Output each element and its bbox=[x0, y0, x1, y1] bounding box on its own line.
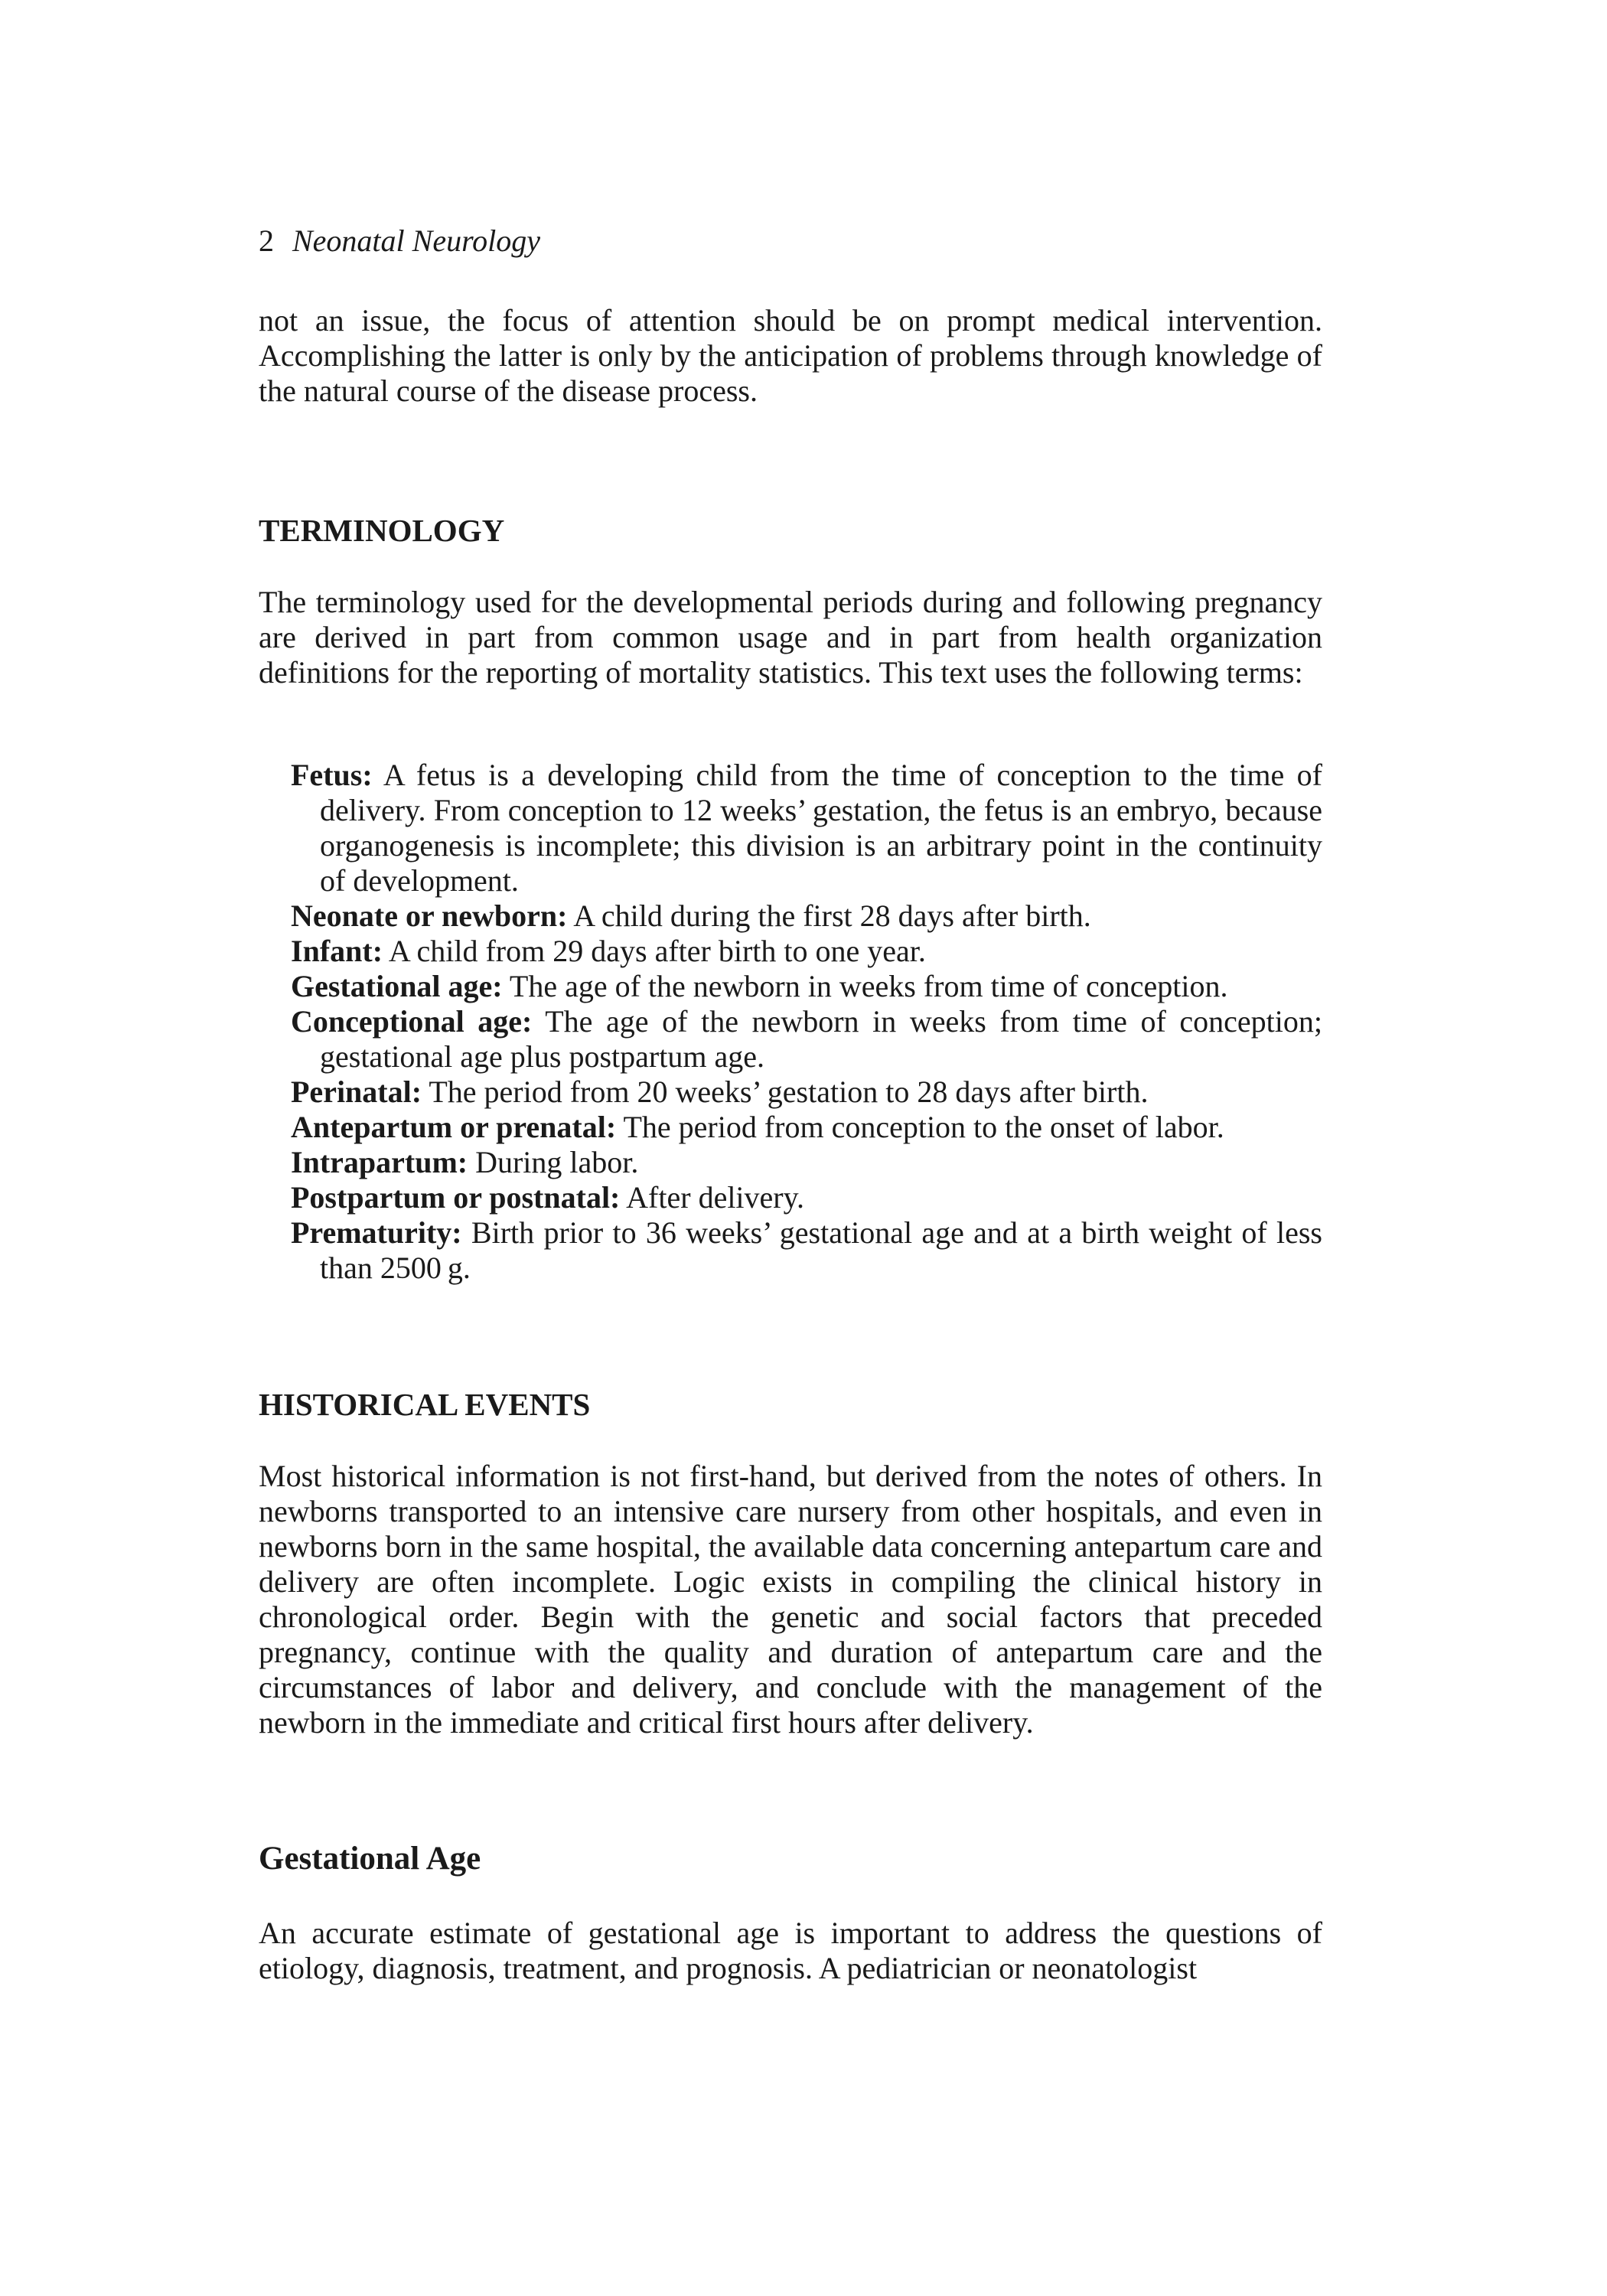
term-definition: During labor. bbox=[475, 1145, 639, 1179]
term-label: Conceptional age: bbox=[291, 1004, 533, 1039]
page-number: 2 bbox=[259, 223, 274, 258]
term-definition: The period from 20 weeks’ gestation to 28 days after birth. bbox=[429, 1075, 1149, 1109]
term-label: Gestational age: bbox=[291, 969, 503, 1003]
term-label: Prematurity: bbox=[291, 1215, 462, 1250]
term-definition-item bbox=[291, 1180, 1322, 1215]
term-definition: A child during the first 28 days after birth. bbox=[573, 899, 1091, 933]
terminology-paragraph: The terminology used for the developmental periods during and following pregnancy are derived in part from common usage and in part from health organization definitions for the reporting of mortality statistics. This text uses the following terms: bbox=[259, 585, 1322, 690]
gestational-age-heading: Gestational Age bbox=[259, 1841, 481, 1877]
term-definition: After delivery. bbox=[626, 1180, 805, 1215]
historical-events-paragraph: Most historical information is not first-hand, but derived from the notes of others. In newborns transported to an intensive care nursery from other hospitals, and even in newborns born in the same hospital, the available data concerning antepartum care and delivery are often incomplete. Logic exists in compiling the clinical history in chronological order. Begin with the genetic and social factors that preceded pregnancy, continue with the quality and duration of antepartum care and the circumstances of labor and delivery, and conclude with the management of the newborn in the immediate and critical first hours after delivery. bbox=[259, 1459, 1322, 1740]
terminology-heading: TERMINOLOGY bbox=[259, 513, 505, 548]
gestational-age-paragraph: An accurate estimate of gestational age is important to address the questions of etiology, diagnosis, treatment, and prognosis. A pediatrician or neonatologist bbox=[259, 1916, 1322, 1985]
term-label: Perinatal: bbox=[291, 1075, 422, 1109]
term-definition-item bbox=[291, 1145, 1322, 1180]
term-label: Neonate or newborn: bbox=[291, 899, 568, 933]
term-label: Postpartum or postnatal: bbox=[291, 1180, 621, 1215]
term-definition-item bbox=[291, 899, 1322, 934]
term-definition-item bbox=[291, 1004, 1322, 1075]
terminology-definition-list bbox=[291, 758, 1322, 1286]
term-definition: A fetus is a developing child from the time of conception to the time of delivery. From conception to 12 weeks’ gestation, the fetus is an embryo, because organogenesis is incomplete; this division is an arbitrary point in the continuity of development. bbox=[320, 758, 1323, 898]
book-title: Neonatal Neurology bbox=[292, 223, 541, 258]
term-definition: The age of the newborn in weeks from time of conception. bbox=[509, 969, 1228, 1003]
term-definition: The period from conception to the onset of labor. bbox=[623, 1110, 1224, 1144]
term-label: Fetus: bbox=[291, 758, 373, 792]
term-definition-item bbox=[291, 1075, 1322, 1110]
term-label: Infant: bbox=[291, 934, 383, 968]
term-definition: Birth prior to 36 weeks’ gestational age and at a birth weight of less than 2500 g. bbox=[320, 1215, 1322, 1285]
term-definition-item bbox=[291, 1110, 1322, 1145]
term-definition: A child from 29 days after birth to one year. bbox=[388, 934, 926, 968]
intro-paragraph: not an issue, the focus of attention should be on prompt medical intervention. Accomplishing the latter is only by the anticipation of problems through knowledge of the natural course of the disease process. bbox=[259, 303, 1322, 408]
term-definition: The age of the newborn in weeks from time of conception; gestational age plus postpartum age. bbox=[320, 1004, 1322, 1074]
term-label: Antepartum or prenatal: bbox=[291, 1110, 617, 1144]
term-definition-item bbox=[291, 1215, 1322, 1286]
term-definition-item bbox=[291, 758, 1322, 899]
term-label: Intrapartum: bbox=[291, 1145, 468, 1179]
running-head bbox=[259, 222, 540, 260]
term-definition-item bbox=[291, 934, 1322, 969]
historical-events-heading: HISTORICAL EVENTS bbox=[259, 1387, 591, 1422]
term-definition-item bbox=[291, 969, 1322, 1004]
